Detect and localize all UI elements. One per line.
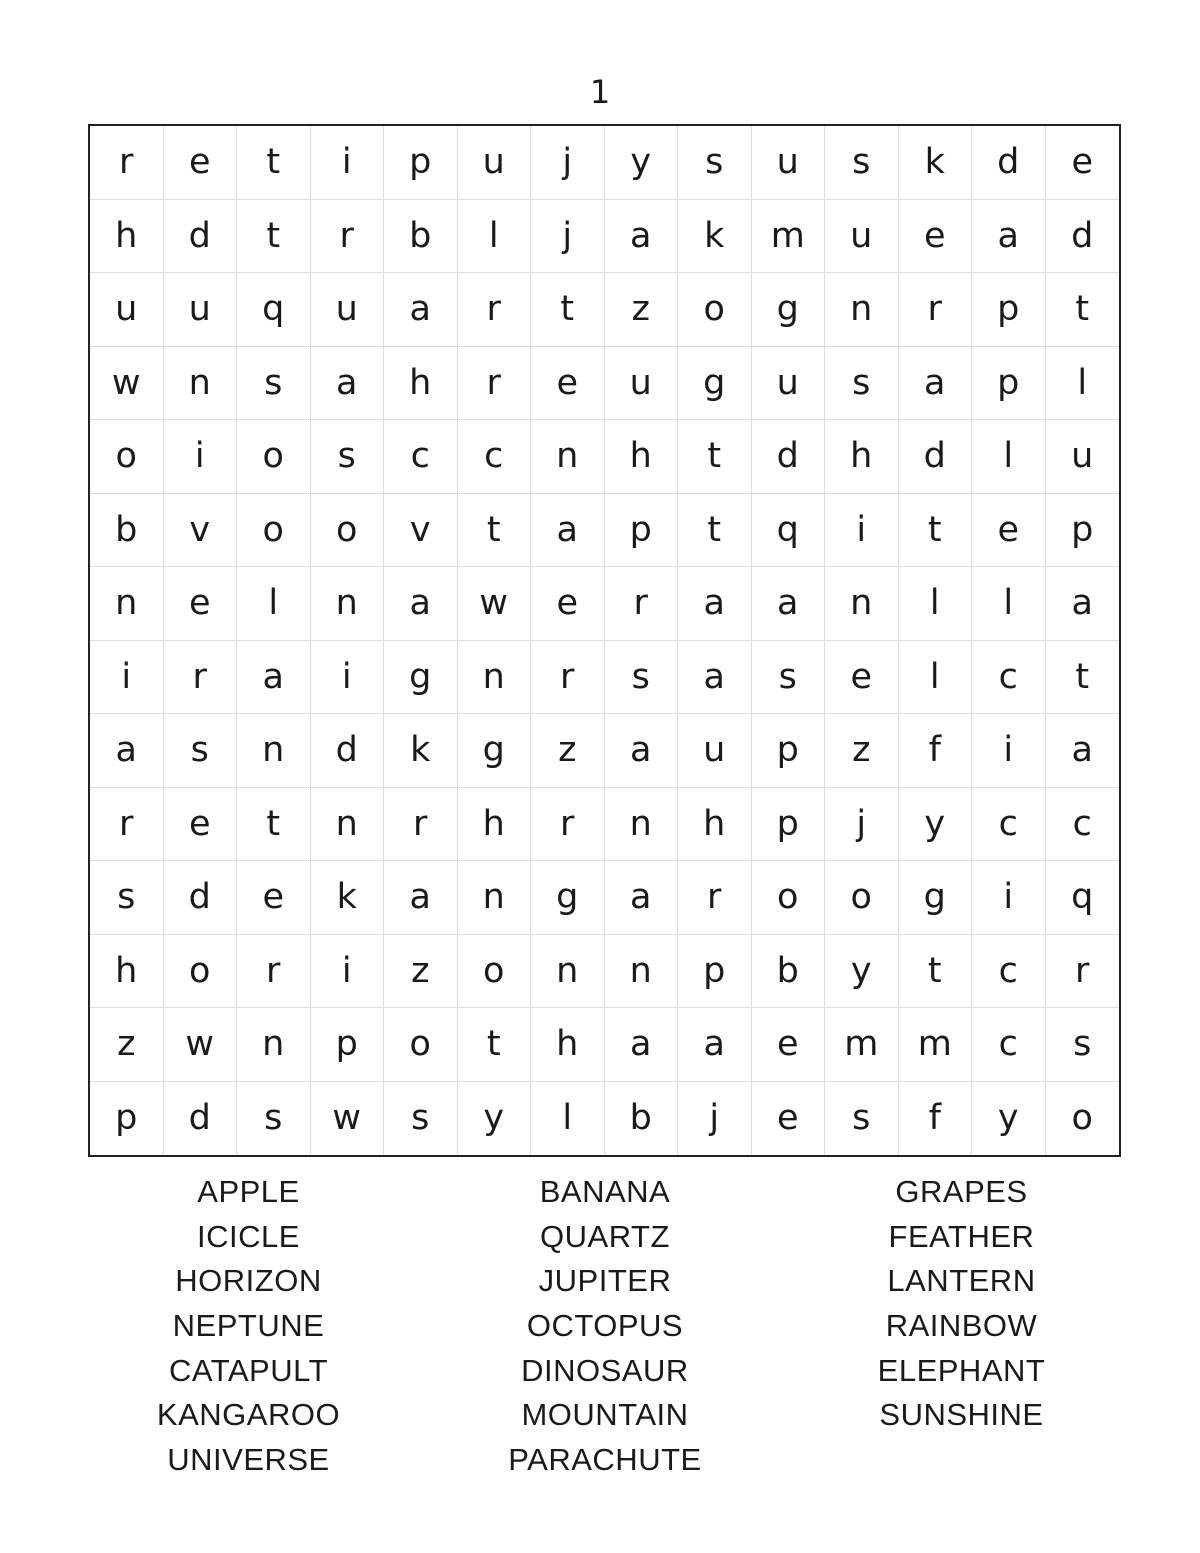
- grid-cell[interactable]: a: [678, 567, 752, 641]
- word-list-item: CATAPULT: [168, 1352, 328, 1388]
- word-list-item: NEPTUNE: [172, 1308, 325, 1344]
- grid-cell[interactable]: a: [90, 714, 164, 788]
- grid-cell[interactable]: r: [678, 861, 752, 935]
- grid-cell[interactable]: s: [752, 641, 826, 715]
- word-list-item: UNIVERSE: [167, 1442, 330, 1478]
- grid-cell[interactable]: c: [1046, 788, 1120, 862]
- grid-cell[interactable]: h: [90, 200, 164, 274]
- grid-cell[interactable]: q: [1046, 861, 1120, 935]
- grid-cell[interactable]: f: [899, 1082, 973, 1156]
- grid-cell[interactable]: n: [237, 714, 311, 788]
- grid-cell[interactable]: u: [605, 347, 679, 421]
- grid-cell[interactable]: c: [972, 788, 1046, 862]
- grid-cell[interactable]: r: [237, 935, 311, 1009]
- grid-cell[interactable]: n: [237, 1008, 311, 1082]
- grid-cell[interactable]: r: [384, 788, 458, 862]
- grid-cell[interactable]: i: [825, 494, 899, 568]
- grid-cell[interactable]: z: [605, 273, 679, 347]
- grid-cell[interactable]: a: [678, 641, 752, 715]
- grid-cell[interactable]: n: [605, 935, 679, 1009]
- grid-cell[interactable]: m: [825, 1008, 899, 1082]
- grid-cell[interactable]: m: [752, 200, 826, 274]
- grid-cell[interactable]: e: [164, 788, 238, 862]
- grid-cell[interactable]: a: [237, 641, 311, 715]
- word-list-item: PARACHUTE: [508, 1442, 702, 1478]
- grid-cell[interactable]: r: [531, 641, 605, 715]
- word-list-item: MOUNTAIN: [521, 1397, 689, 1433]
- grid-cell[interactable]: d: [164, 861, 238, 935]
- grid-cell[interactable]: r: [458, 273, 532, 347]
- grid-cell[interactable]: r: [90, 788, 164, 862]
- grid-cell[interactable]: e: [531, 347, 605, 421]
- grid-cell[interactable]: v: [164, 494, 238, 568]
- word-list-item: QUARTZ: [540, 1218, 670, 1254]
- grid-cell[interactable]: a: [899, 347, 973, 421]
- grid-cell[interactable]: b: [605, 1082, 679, 1156]
- grid-cell[interactable]: o: [825, 861, 899, 935]
- grid-cell[interactable]: u: [678, 714, 752, 788]
- grid-cell[interactable]: k: [899, 126, 973, 200]
- grid-cell[interactable]: n: [90, 567, 164, 641]
- grid-cell[interactable]: d: [752, 420, 826, 494]
- grid-cell[interactable]: q: [752, 494, 826, 568]
- word-list: [70, 1170, 1140, 1483]
- word-list-column: [783, 1170, 1140, 1483]
- grid-cell[interactable]: u: [458, 126, 532, 200]
- word-list-item: FEATHER: [888, 1218, 1035, 1254]
- grid-cell[interactable]: g: [752, 273, 826, 347]
- grid-cell[interactable]: u: [311, 273, 385, 347]
- grid-cell[interactable]: k: [311, 861, 385, 935]
- grid-cell[interactable]: i: [164, 420, 238, 494]
- grid-cell[interactable]: h: [384, 347, 458, 421]
- grid-cell[interactable]: y: [825, 935, 899, 1009]
- grid-cell[interactable]: n: [531, 420, 605, 494]
- grid-cell[interactable]: d: [311, 714, 385, 788]
- grid-cell[interactable]: i: [90, 641, 164, 715]
- grid-cell[interactable]: y: [899, 788, 973, 862]
- word-list-item: KANGAROO: [156, 1397, 341, 1433]
- grid-cell[interactable]: e: [972, 494, 1046, 568]
- grid-cell[interactable]: z: [825, 714, 899, 788]
- grid-cell[interactable]: e: [899, 200, 973, 274]
- grid-cell[interactable]: s: [164, 714, 238, 788]
- word-list-item: DINOSAUR: [521, 1352, 689, 1388]
- grid-cell[interactable]: w: [458, 567, 532, 641]
- grid-cell[interactable]: a: [311, 347, 385, 421]
- grid-cell[interactable]: a: [972, 200, 1046, 274]
- grid-cell[interactable]: o: [164, 935, 238, 1009]
- grid-cell[interactable]: h: [825, 420, 899, 494]
- grid-cell[interactable]: t: [678, 420, 752, 494]
- grid-cell[interactable]: b: [752, 935, 826, 1009]
- grid-cell[interactable]: n: [458, 861, 532, 935]
- grid-cell[interactable]: c: [458, 420, 532, 494]
- grid-cell[interactable]: t: [1046, 641, 1120, 715]
- grid-cell[interactable]: j: [678, 1082, 752, 1156]
- grid-cell[interactable]: o: [237, 494, 311, 568]
- word-list-item: SUNSHINE: [879, 1397, 1044, 1433]
- grid-cell[interactable]: a: [384, 567, 458, 641]
- grid-cell[interactable]: p: [972, 347, 1046, 421]
- grid-cell[interactable]: n: [825, 273, 899, 347]
- grid-cell[interactable]: m: [899, 1008, 973, 1082]
- grid-cell[interactable]: z: [90, 1008, 164, 1082]
- grid-cell[interactable]: g: [458, 714, 532, 788]
- grid-cell[interactable]: l: [237, 567, 311, 641]
- grid-cell[interactable]: z: [384, 935, 458, 1009]
- grid-cell[interactable]: t: [237, 126, 311, 200]
- word-list-item: RAINBOW: [885, 1308, 1038, 1344]
- grid-cell[interactable]: k: [384, 714, 458, 788]
- grid-cell[interactable]: o: [678, 273, 752, 347]
- grid-cell[interactable]: g: [531, 861, 605, 935]
- grid-cell[interactable]: p: [384, 126, 458, 200]
- grid-cell[interactable]: c: [972, 1008, 1046, 1082]
- grid-cell[interactable]: z: [531, 714, 605, 788]
- grid-cell[interactable]: o: [1071, 1098, 1093, 1139]
- grid-cell[interactable]: t: [899, 494, 973, 568]
- grid-cell[interactable]: c: [384, 420, 458, 494]
- grid-cell[interactable]: e: [752, 1008, 826, 1082]
- grid-cell[interactable]: t: [237, 200, 311, 274]
- grid-cell[interactable]: j: [825, 788, 899, 862]
- grid-cell[interactable]: a: [605, 714, 679, 788]
- grid-cell[interactable]: i: [311, 126, 385, 200]
- grid-cell[interactable]: r: [458, 347, 532, 421]
- grid-cell[interactable]: u: [752, 126, 826, 200]
- grid-cell[interactable]: r: [90, 126, 164, 200]
- grid-cell[interactable]: l: [972, 420, 1046, 494]
- grid-cell[interactable]: l: [972, 567, 1046, 641]
- grid-cell[interactable]: n: [825, 567, 899, 641]
- grid-cell[interactable]: h: [458, 788, 532, 862]
- grid-cell[interactable]: t: [1046, 273, 1120, 347]
- grid-cell[interactable]: v: [384, 494, 458, 568]
- grid-cell[interactable]: w: [90, 347, 164, 421]
- grid-cell[interactable]: s: [1046, 1008, 1120, 1082]
- grid-cell[interactable]: s: [384, 1082, 458, 1156]
- grid-cell[interactable]: h: [678, 788, 752, 862]
- grid-cell[interactable]: c: [972, 641, 1046, 715]
- grid-cell[interactable]: r: [164, 641, 238, 715]
- grid-cell[interactable]: s: [825, 1082, 899, 1156]
- grid-cell[interactable]: d: [164, 1082, 238, 1156]
- grid-cell[interactable]: g: [899, 861, 973, 935]
- grid-cell[interactable]: s: [605, 641, 679, 715]
- grid-cell[interactable]: l: [899, 567, 973, 641]
- grid-cell[interactable]: e: [825, 641, 899, 715]
- word-list-item: ELEPHANT: [877, 1352, 1046, 1388]
- grid-cell[interactable]: t: [458, 1008, 532, 1082]
- grid-cell[interactable]: o: [237, 420, 311, 494]
- grid-cell[interactable]: a: [1046, 567, 1120, 641]
- grid-cell[interactable]: t: [531, 273, 605, 347]
- grid-cell[interactable]: e: [164, 567, 238, 641]
- grid-cell[interactable]: u: [90, 273, 164, 347]
- grid-cell[interactable]: y: [458, 1082, 532, 1156]
- grid-cell[interactable]: n: [531, 935, 605, 1009]
- grid-cell[interactable]: h: [531, 1008, 605, 1082]
- grid-cell[interactable]: f: [899, 714, 973, 788]
- grid-cell[interactable]: p: [752, 714, 826, 788]
- grid-cell[interactable]: w: [311, 1082, 385, 1156]
- word-list-column: [70, 1170, 427, 1483]
- grid-cell[interactable]: j: [531, 200, 605, 274]
- grid-cell[interactable]: a: [1046, 714, 1120, 788]
- grid-cell[interactable]: o: [384, 1008, 458, 1082]
- word-list-item: HORIZON: [175, 1263, 322, 1299]
- grid-cell[interactable]: r: [605, 567, 679, 641]
- grid-cell[interactable]: n: [311, 567, 385, 641]
- grid-cell[interactable]: a: [531, 494, 605, 568]
- grid-cell[interactable]: e: [1046, 126, 1120, 200]
- grid-cell[interactable]: a: [605, 861, 679, 935]
- grid-cell[interactable]: o: [311, 494, 385, 568]
- word-list-item: BANANA: [539, 1174, 671, 1209]
- grid-cell[interactable]: d: [972, 126, 1046, 200]
- grid-cell[interactable]: i: [972, 861, 1046, 935]
- page-number: 1: [589, 73, 611, 111]
- grid-cell[interactable]: i: [972, 714, 1046, 788]
- letter-grid: [88, 124, 1121, 1157]
- grid-cell[interactable]: r: [531, 788, 605, 862]
- grid-cell[interactable]: n: [458, 641, 532, 715]
- grid-cell[interactable]: s: [825, 126, 899, 200]
- grid-cell[interactable]: r: [1046, 935, 1120, 1009]
- grid-cell[interactable]: a: [605, 200, 679, 274]
- grid-cell[interactable]: h: [90, 935, 164, 1009]
- grid-cell[interactable]: n: [605, 788, 679, 862]
- grid-cell[interactable]: h: [605, 420, 679, 494]
- word-list-item: JUPITER: [538, 1263, 672, 1299]
- grid-cell[interactable]: p: [311, 1008, 385, 1082]
- grid-cell[interactable]: l: [1046, 347, 1120, 421]
- grid-cell[interactable]: n: [164, 347, 238, 421]
- grid-cell[interactable]: a: [384, 861, 458, 935]
- grid-cell[interactable]: t: [899, 935, 973, 1009]
- grid-cell[interactable]: y: [972, 1082, 1046, 1156]
- grid-cell[interactable]: s: [311, 420, 385, 494]
- grid-cell[interactable]: s: [237, 347, 311, 421]
- grid-cell[interactable]: j: [531, 126, 605, 200]
- grid-cell[interactable]: s: [678, 126, 752, 200]
- grid-cell[interactable]: u: [1046, 420, 1120, 494]
- grid-cell[interactable]: n: [311, 788, 385, 862]
- word-list-column: [427, 1170, 783, 1483]
- word-list-item: APPLE: [197, 1174, 300, 1209]
- word-list-item: OCTOPUS: [526, 1308, 684, 1344]
- grid-cell[interactable]: e: [237, 861, 311, 935]
- grid-cell[interactable]: i: [311, 935, 385, 1009]
- grid-cell[interactable]: b: [90, 494, 164, 568]
- grid-cell[interactable]: l: [899, 641, 973, 715]
- grid-cell[interactable]: k: [678, 200, 752, 274]
- grid-cell[interactable]: g: [678, 347, 752, 421]
- grid-cell[interactable]: a: [605, 1008, 679, 1082]
- grid-cell[interactable]: w: [164, 1008, 238, 1082]
- grid-cell[interactable]: p: [972, 273, 1046, 347]
- grid-cell[interactable]: s: [237, 1082, 311, 1156]
- grid-cell[interactable]: o: [90, 420, 164, 494]
- grid-cell[interactable]: l: [531, 1082, 605, 1156]
- grid-cell[interactable]: p: [1046, 494, 1120, 568]
- grid-cell[interactable]: d: [1046, 200, 1120, 274]
- word-list-item: ICICLE: [197, 1218, 300, 1254]
- grid-cell[interactable]: t: [458, 494, 532, 568]
- grid-cell[interactable]: o: [458, 935, 532, 1009]
- grid-cell[interactable]: r: [311, 200, 385, 274]
- grid-cell[interactable]: q: [237, 273, 311, 347]
- grid-cell[interactable]: a: [678, 1008, 752, 1082]
- grid-cell[interactable]: b: [384, 200, 458, 274]
- grid-cell[interactable]: u: [825, 200, 899, 274]
- grid-cell[interactable]: o: [752, 861, 826, 935]
- grid-cell[interactable]: a: [752, 567, 826, 641]
- grid-cell[interactable]: e: [752, 1082, 826, 1156]
- word-list-item: GRAPES: [895, 1174, 1028, 1209]
- grid-cell[interactable]: p: [90, 1082, 164, 1156]
- grid-cell[interactable]: e: [164, 126, 238, 200]
- grid-cell[interactable]: t: [678, 494, 752, 568]
- grid-cell[interactable]: e: [531, 567, 605, 641]
- grid-cell[interactable]: p: [605, 494, 679, 568]
- grid-cell[interactable]: c: [972, 935, 1046, 1009]
- grid-cell[interactable]: l: [458, 200, 532, 274]
- word-list-item: LANTERN: [887, 1263, 1036, 1299]
- grid-cell[interactable]: p: [678, 935, 752, 1009]
- grid-cell[interactable]: p: [752, 788, 826, 862]
- grid-cell[interactable]: a: [384, 273, 458, 347]
- grid-cell[interactable]: u: [752, 347, 826, 421]
- grid-cell[interactable]: s: [90, 861, 164, 935]
- grid-cell[interactable]: s: [825, 347, 899, 421]
- grid-cell[interactable]: y: [605, 126, 679, 200]
- grid-cell[interactable]: d: [164, 200, 238, 274]
- grid-cell[interactable]: r: [899, 273, 973, 347]
- grid-cell[interactable]: d: [899, 420, 973, 494]
- grid-cell[interactable]: i: [311, 641, 385, 715]
- grid-cell[interactable]: u: [164, 273, 238, 347]
- grid-cell[interactable]: g: [384, 641, 458, 715]
- grid-cell[interactable]: t: [237, 788, 311, 862]
